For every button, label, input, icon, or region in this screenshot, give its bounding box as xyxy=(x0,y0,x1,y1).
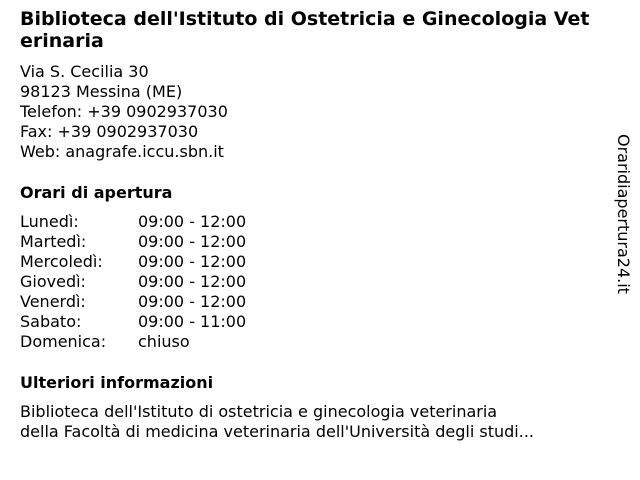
street-address: Via S. Cecilia 30 xyxy=(20,62,149,81)
time-range: chiuso xyxy=(138,332,190,351)
hours-row-wednesday xyxy=(20,252,600,272)
day-label: Venerdì: xyxy=(20,292,86,311)
time-range: 09:00 - 12:00 xyxy=(138,232,247,251)
phone-number: Telefon: +39 0902937030 xyxy=(20,102,228,121)
further-info-line: della Facoltà di medicina veterinaria dell'Università degli studi... xyxy=(20,422,534,441)
hours-row-saturday xyxy=(20,312,600,332)
library-title: Biblioteca dell'Istituto di Ostetricia e Ginecologia Veterinaria xyxy=(20,8,590,52)
city-address: 98123 Messina (ME) xyxy=(20,82,183,101)
time-range: 09:00 - 12:00 xyxy=(138,292,247,311)
hours-row-friday xyxy=(20,292,600,312)
time-range: 09:00 - 11:00 xyxy=(138,312,247,331)
day-label: Lunedì: xyxy=(20,212,79,231)
day-label: Martedì: xyxy=(20,232,87,251)
opening-hours-table xyxy=(20,212,600,352)
day-label: Sabato: xyxy=(20,312,82,331)
further-info-text xyxy=(20,402,600,442)
further-info-line: Biblioteca dell'Istituto di ostetricia e ginecologia veterinaria xyxy=(20,402,498,421)
day-label: Mercoledì: xyxy=(20,252,103,271)
library-card xyxy=(20,8,600,442)
website: Web: anagrafe.iccu.sbn.it xyxy=(20,142,224,161)
time-range: 09:00 - 12:00 xyxy=(138,272,247,291)
opening-hours-heading: Orari di apertura xyxy=(20,183,173,202)
hours-row-monday xyxy=(20,212,600,232)
watermark-text: Oraridiapertura24.it xyxy=(614,134,633,294)
fax-number: Fax: +39 0902937030 xyxy=(20,122,199,141)
hours-row-sunday xyxy=(20,332,600,352)
contact-block xyxy=(20,62,600,162)
hours-row-thursday xyxy=(20,272,600,292)
time-range: 09:00 - 12:00 xyxy=(138,212,247,231)
day-label: Domenica: xyxy=(20,332,107,351)
further-info-heading: Ulteriori informazioni xyxy=(20,373,214,392)
day-label: Giovedì: xyxy=(20,272,86,291)
site-watermark xyxy=(612,134,634,310)
time-range: 09:00 - 12:00 xyxy=(138,252,247,271)
hours-row-tuesday xyxy=(20,232,600,252)
